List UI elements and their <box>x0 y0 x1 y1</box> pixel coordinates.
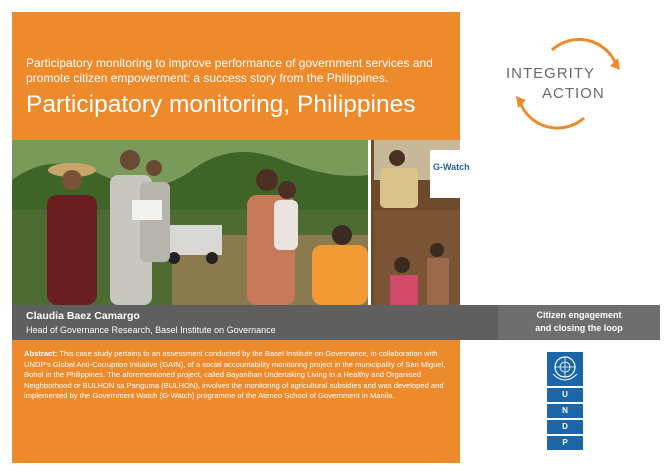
page-title: Participatory monitoring, Philippines <box>26 91 416 118</box>
banner-text: G-Watch <box>433 162 470 172</box>
integrity-arrows-icon <box>500 36 636 128</box>
tagline-line1: Citizen engagement <box>536 310 622 320</box>
undp-letter-n: N <box>547 404 583 418</box>
author-role: Head of Governance Research, Basel Institute on Governance <box>26 325 276 335</box>
integrity-word: INTEGRITY <box>506 65 596 82</box>
abstract <box>24 349 452 402</box>
author-name: Claudia Baez Camargo <box>26 310 140 322</box>
un-globe-icon <box>547 352 583 386</box>
tagline <box>498 309 660 335</box>
un-emblem-icon <box>547 352 583 386</box>
integrity-action-logo <box>500 36 636 128</box>
undp-letter-d: D <box>547 420 583 434</box>
undp-logo <box>547 352 583 449</box>
undp-letter-u: U <box>547 388 583 402</box>
tagline-line2: and closing the loop <box>535 323 623 333</box>
undp-letter-p: P <box>547 436 583 450</box>
page-subtitle: Participatory monitoring to improve performance of government services and promote citizen empowerment: a success story from the Philippines. <box>26 56 433 85</box>
field-photo-illustration <box>12 140 470 305</box>
abstract-label: Abstract: <box>24 349 58 358</box>
cover-photo <box>12 140 470 305</box>
abstract-body: This case study pertains to an assessment conducted by the Basel Institute on Governance, in collaboration with UNDP's Global Anti-Corruption Initiative (GAIN), of a social accountability monitoring project in the municipality of San Miguel, Bohol in the Philippines. The aforementioned project, called Bayanihan Undertaking Living in a Healthy and Organised Neighborhood or BULHON sa Panguma (BULHON), involves the monitoring of agricultural subsidies and was developed and implemented by the Government Watch (G-Watch) programme of the Ateneo School of Government in Manila. <box>24 349 446 401</box>
action-word: ACTION <box>542 85 605 102</box>
